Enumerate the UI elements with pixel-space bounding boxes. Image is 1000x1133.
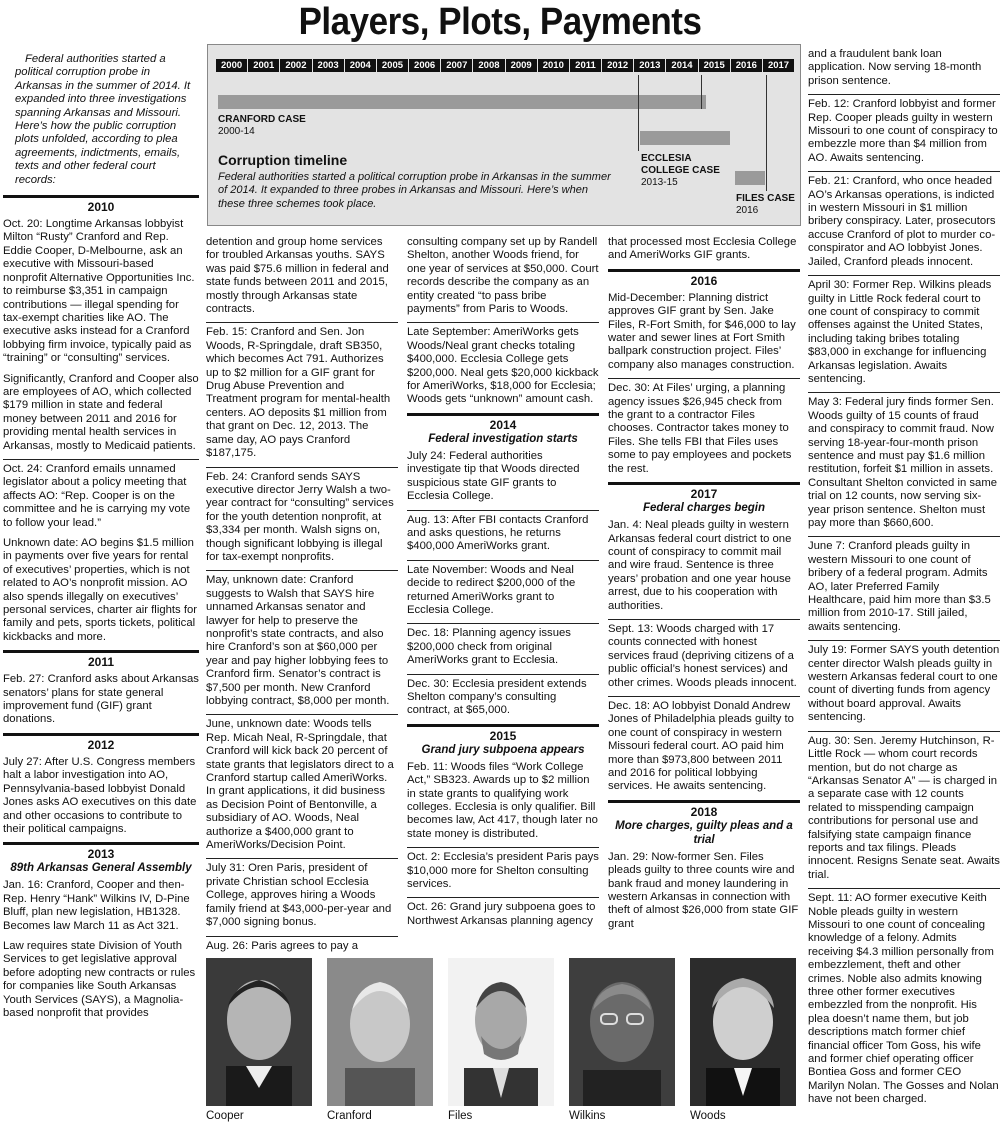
year-section-header (608, 800, 800, 851)
entry-paragraph: July 31: Oren Paris, president of private Christian school Ecclesia College, approves hiring a Woods family friend at $43,000-per-year and $7,000 signing bonus. (206, 862, 392, 929)
timeline-entry (407, 560, 599, 624)
entry-paragraph: April 30: Former Rep. Wilkins pleads guilty in Little Rock federal court to one count of conspiracy to commit offenses against the United States, including taking bribes totaling $83,000 in exchange for influencing Arkansas legislation. Awaits sentencing. (808, 279, 992, 385)
photo-caption: Files (448, 1110, 473, 1122)
entry-paragraph: Unknown date: AO begins $1.5 million in payments over five years for rental of executives’ properties, which is not related to AO’s nonprofit mission. AO also spends illegally on executives’ personal services, charter air flights for family and pets, sports tickets, political kickbacks and more. (3, 537, 198, 643)
timeline-year: 2009 (506, 59, 538, 72)
year-section-title: 2018 (690, 804, 718, 819)
entry-paragraph: Mid-December: Planning district approves GIF grant by Sen. Jake Files, R-Fort Smith, for $46,000 to lay water and sewer lines at Fort Smith ballpark construction project. Files’ company also manages construction. (608, 291, 796, 371)
timeline-entry (407, 322, 599, 412)
timeline-entry (608, 378, 800, 482)
timeline-year: 2012 (602, 59, 634, 72)
timeline-year: 2011 (570, 59, 602, 72)
photo-caption: Wilkins (569, 1110, 606, 1122)
timeline-entry (3, 459, 199, 650)
entry-paragraph: Sept. 11: AO former executive Keith Noble pleads guilty in western Missouri to one count of concealing knowledge of a felony. Admits receiving $4.3 million personally from embezzlement, theft and other crimes. Noble also admits knowing three other former executives embezzled from the nonprofit. His plea doesn’t name them, but job descriptions match former chief financial officer Tom Goss, his wife and former chief operating officer Bontiea Goss and former CEO Marilyn Nolan. The Gosses and Nolan have not been charged. (808, 892, 999, 1106)
entry-paragraph: May 3: Federal jury finds former Sen. Woods guilty of 15 counts of fraud and conspiracy to commit fraud. Now serving 18-year-four-month prison sentence and must pay $1.6 million restitution, forfeit $1 million in assets. Consultant Shelton convicted in same trial on 12 counts, now serving six-year prison sentence. Shelton must pay more than $660,600. (808, 396, 998, 529)
entry-paragraph: Law requires state Division of Youth Services to get legislative approval before adopting new contracts or rules for companies like South Arkansas Youth Services (SAYS), a Magnolia-based nonprofit that provides (3, 939, 196, 1019)
entry-paragraph: July 24: Federal authorities investigate tip that Woods directed suspicious state GIF grants to Ecclesia College. (407, 449, 580, 503)
timeline-entry (407, 847, 599, 897)
timeline-entry (407, 236, 599, 322)
timeline-leader-cranford (701, 75, 702, 109)
entry-paragraph: and a fraudulent bank loan application. Now serving 18-month prison sentence. (808, 48, 982, 87)
timeline-entry (808, 392, 1000, 536)
entry-paragraph: Oct. 24: Cranford emails unnamed legislator about a policy meeting that affects AO: “Rep. Cooper is on the committee and he is carrying my vote to follow your lead.” (3, 462, 191, 529)
entry-paragraph: that processed most Ecclesia College and AmeriWorks GIF grants. (608, 236, 797, 262)
portrait-cooper-icon (206, 958, 312, 1106)
timeline-year: 2006 (409, 59, 441, 72)
timeline-year: 2001 (248, 59, 280, 72)
timeline-entry (407, 510, 599, 560)
entry-paragraph: Feb. 15: Cranford and Sen. Jon Woods, R-Springdale, draft SB350, which becomes Act 791. Authorizes up to $2 million for a GIF grant for Drug Abuse Prevention and Treatment program for mental-health centers. AO deposits $1 million from that grant on Dec. 12, 2013. The same day, AO pays Cranford $187,175. (206, 326, 391, 460)
timeline-entry (206, 236, 398, 322)
timeline-entry (407, 623, 599, 673)
timeline-label-cranford: CRANFORD CASE 2000-14 (218, 114, 306, 137)
entry-paragraph: July 27: After U.S. Congress members halt a labor investigation into AO, Pennsylvania-based lobbyist Donald Jones asks AO executives on this date and other occasions to contribute to their political campaigns. (3, 755, 197, 835)
timeline-leader-files (766, 75, 767, 191)
entry-paragraph: detention and group home services for troubled Arkansas youths. SAYS was paid $75.6 million in federal and state funds between 2011 and 2015, mostly through Arkansas state contracts. (206, 236, 389, 316)
timeline-year: 2014 (666, 59, 698, 72)
entry-paragraph: Aug. 26: Paris agrees to pay a (206, 939, 358, 952)
entry-paragraph: June 7: Cranford pleads guilty in western Missouri to one count of bribery of a federal program. Admits AO, later Preferred Family Healthcare, paid him more than $3.5 million from 2010-17. Still jailed, awaits sentencing. (808, 540, 991, 633)
timeline-bar-cranford (218, 95, 706, 109)
entry-paragraph: Feb. 12: Cranford lobbyist and former Rep. Cooper pleads guilty in western Missouri to one count of conspiracy to embezzle more than $4 million from AO. Awaits sentencing. (808, 98, 998, 164)
timeline-label-files: FILES CASE 2016 (736, 193, 795, 216)
entry-paragraph: Sept. 13: Woods charged with 17 counts connected with honest services fraud (depriving citizens of a public official’s honest services) and other crimes. Woods pleads innocent. (608, 622, 797, 689)
year-section-subtitle: More charges, guilty pleas and a trial (615, 819, 793, 846)
timeline-entry (808, 171, 1000, 275)
timeline-entry (407, 674, 599, 724)
year-section-subtitle: Grand jury subpoena appears (421, 743, 585, 756)
timeline-year: 2015 (699, 59, 731, 72)
timeline-entry (206, 858, 398, 935)
year-section-subtitle: 89th Arkansas General Assembly (10, 862, 192, 875)
portrait-wilkins-icon (569, 958, 675, 1106)
year-section-title: 2012 (87, 737, 115, 752)
year-section-header (3, 842, 199, 879)
entry-paragraph: Dec. 30: At Files’ urging, a planning agency issues $26,945 check from the grant to a contractor Files chooses. Contractor takes money to Files. She tells FBI that Files uses some to pay employees and pockets the rest. (608, 382, 792, 475)
timeline-entry (407, 450, 599, 510)
timeline-title: Corruption timeline (218, 152, 348, 168)
timeline-entry (808, 731, 1000, 888)
year-section-title: 2011 (87, 655, 115, 670)
entry-paragraph: Aug. 13: After FBI contacts Cranford and asks questions, he returns $400,000 AmeriWorks grant. (407, 513, 589, 553)
entry-paragraph: Feb. 21: Cranford, who once headed AO’s Arkansas operations, is indicted in western Missouri in $1 million bribery conspiracy. Later, prosecutors accuse Cranford of plot to murder co-conspirator and AO lobbyist Jones. Jailed, Cranford pleads innocent. (808, 175, 996, 268)
timeline-entry (407, 897, 599, 934)
entry-paragraph: Feb. 24: Cranford sends SAYS executive director Jerry Walsh a two-year contract for “consulting” services for the youth detention nonprofit, at $3,334 per month. Walsh signs on, though significant lobbying is illegal for tax-exempt nonprofits. (206, 470, 394, 563)
timeline-entry (808, 640, 1000, 730)
timeline-entry (206, 714, 398, 858)
timeline-year: 2005 (377, 59, 409, 72)
timeline-entry (608, 696, 800, 800)
year-section-title: 2010 (87, 200, 115, 215)
entry-paragraph: Feb. 11: Woods files “Work College Act,” SB323. Awards up to $2 million in state grants to qualifying work colleges. Ecclesia is only qualifier. Bill becomes law, Act 417, though later no state money is distributed. (407, 760, 598, 840)
entry-paragraph: Dec. 18: Planning agency issues $200,000 check from original AmeriWorks grant to Ecclesia. (407, 627, 571, 667)
photo-caption: Woods (690, 1110, 726, 1122)
timeline-year: 2002 (280, 59, 312, 72)
timeline-label-ecclesia: ECCLESIA COLLEGE CASE 2013-15 (641, 153, 720, 188)
entry-paragraph: Jan. 29: Now-former Sen. Files pleads guilty to three counts wire and bank fraud and money laundering in western Arkansas in connection with theft of almost $26,000 from state GIF grant (608, 850, 799, 930)
timeline-year: 2008 (473, 59, 505, 72)
entry-paragraph: Significantly, Cranford and Cooper also are employees of AO, which collected $179 million in state and federal money between 2011 and 2016 for providing mental health services in Arkansas, mostly to Medicaid patients. (3, 372, 199, 452)
timeline-entry (3, 756, 199, 842)
year-section-subtitle: Federal investigation starts (428, 432, 578, 445)
year-section-title: 2017 (690, 487, 718, 502)
year-section-title: 2015 (489, 728, 517, 743)
timeline-entry (608, 851, 800, 937)
column-1 (3, 45, 199, 1026)
entry-paragraph: Oct. 20: Longtime Arkansas lobbyist Milton “Rusty” Cranford and Rep. Eddie Cooper, D-Melbourne, ask an executive with Missouri-based nonprofit Alternative Opportunities Inc. to reimburse $3,351 in campaign contributions — illegal spending for tax-exempt charities like AO. The executive asks instead for a Cranford lobbying firm invoice, typically paid as “training” or “consulting” services. (3, 218, 195, 365)
year-section-title: 2016 (690, 273, 718, 288)
column-5 (808, 48, 1000, 1113)
headline: Players, Plots, Payments (298, 1, 702, 43)
timeline-year: 2013 (634, 59, 666, 72)
entry-paragraph: May, unknown date: Cranford suggests to Walsh that SAYS hire unnamed Arkansas senator and lawyer for help to preserve the nonprofit’s state contracts, and also hire Cranford’s son at $60,000 per year and pay higher lobbying fees to Cranford firm. Senator’s contract is $7,500 per month. New Cranford lobbying contract, $8,000 per month. (206, 574, 390, 707)
entry-paragraph: Dec. 30: Ecclesia president extends Shelton company’s consulting contract, at $65,000. (407, 677, 587, 717)
portrait-cranford-icon (327, 958, 433, 1106)
portrait-files-icon (448, 958, 554, 1106)
entry-paragraph: Jan. 16: Cranford, Cooper and then-Rep. Henry “Hank” Wilkins IV, D-Pine Bluff, plan new legislation, HB1328. Becomes law March 11 as Act 321. (3, 879, 190, 932)
year-section-title: 2013 (87, 847, 115, 862)
timeline-year: 2010 (538, 59, 570, 72)
timeline-entry (608, 619, 800, 696)
timeline-entry (407, 761, 599, 847)
year-section-header (3, 195, 199, 218)
timeline-entry (3, 879, 199, 1026)
timeline-entry (3, 673, 199, 733)
timeline-entry (206, 936, 398, 959)
year-section-header (3, 650, 199, 673)
entry-paragraph: Oct. 2: Ecclesia’s president Paris pays $10,000 more for Shelton consulting services. (407, 851, 599, 891)
year-section-title: 2014 (489, 417, 517, 432)
entry-paragraph: Late November: Woods and Neal decide to redirect $200,000 of the returned AmeriWorks grant to Ecclesia College. (407, 563, 576, 616)
column-2 (206, 236, 398, 959)
corruption-timeline (207, 44, 801, 226)
timeline-entry (808, 536, 1000, 640)
entry-paragraph: Oct. 26: Grand jury subpoena goes to Northwest Arkansas planning agency (407, 901, 596, 927)
timeline-bar-ecclesia (640, 131, 730, 145)
timeline-bar-files (735, 171, 765, 185)
year-section-header (608, 482, 800, 519)
timeline-year: 2007 (441, 59, 473, 72)
timeline-entry (608, 292, 800, 378)
intro-text: Federal authorities started a political corruption probe in Arkansas in the summer of 2014. It expanded into three investigations spanning Arkansas and Missouri. Here’s how the public corruption plots unfolded, according to plea agreements, indictments, emails, texts and other federal court records: (15, 53, 191, 186)
timeline-leader-ecclesia (638, 75, 639, 151)
entry-paragraph: Aug. 30: Sen. Jeremy Hutchinson, R-Little Rock — whom court records mention, but do not charge as “Arkansas Senator A” — is charged in a separate case with 12 counts related to misspending campaign contributions for personal use and falsifying state campaign finance reports and tax filings. Pleads innocent. Resigns Senate seat. Awaits trial. (808, 734, 1000, 881)
timeline-entry (808, 48, 1000, 94)
entry-paragraph: June, unknown date: Woods tells Rep. Micah Neal, R-Springdale, that Cranford will kick back 20 percent of state grants that legislators direct to a Cranford startup called AmeriWorks. In grant applications, it did business as Decision Point of Bentonville, a subsidiary of AO. Woods, Neal authorize a $400,000 grant to AmeriWorks/Decision Point. (206, 718, 394, 852)
entry-paragraph: Jan. 4: Neal pleads guilty in western Arkansas federal court district to one count of conspiracy to commit mail and wire fraud. Sentence is three years’ probation and one year house arrest, due to his cooperation with authorities. (608, 519, 792, 612)
timeline-entry (808, 275, 1000, 392)
timeline-year: 2016 (731, 59, 763, 72)
timeline-entry (206, 322, 398, 466)
timeline-entry (808, 94, 1000, 171)
entry-paragraph: Dec. 18: AO lobbyist Donald Andrew Jones of Philadelphia pleads guilty to one count of conspiracy in western Missouri federal court. AO paid him more than $973,800 between 2011 and 2016 for political lobbying services. He awaits sentencing. (608, 699, 794, 793)
entry-paragraph: July 19: Former SAYS youth detention center director Walsh pleads guilty in western Arkansas federal court to one count of diverting funds from agency without board approval. Awaits sentencing. (808, 644, 1000, 724)
year-section-header (407, 724, 599, 761)
photo-caption: Cranford (327, 1110, 372, 1122)
entry-paragraph: Late September: AmeriWorks gets Woods/Neal grant checks totaling $400,000. Ecclesia College gets $200,000. Neal gets $20,000 kickback for AmeriWorks, $18,000 for Ecclesia; Woods gets “unknown” amount cash. (407, 326, 599, 406)
column-4 (608, 236, 800, 937)
photo-caption: Cooper (206, 1110, 244, 1122)
timeline-entry (608, 519, 800, 619)
year-section-subtitle: Federal charges begin (642, 502, 766, 515)
timeline-year: 2000 (216, 59, 248, 72)
column-3 (407, 236, 599, 934)
timeline-description: Federal authorities started a political corruption probe in Arkansas in the summer of 2014. It expanded to three probes in Arkansas and Missouri. Here’s when these three schemes took place. (218, 171, 611, 210)
year-section-header (407, 413, 599, 450)
year-section-header (608, 269, 800, 292)
entry-paragraph: consulting company set up by Randell Shelton, another Woods friend, for one year of services at $50,000. Court records describe the company as an entity created “to pass bribe payments” from Paris to Woods. (407, 236, 599, 316)
timeline-entry (206, 467, 398, 571)
timeline-entry (206, 570, 398, 714)
timeline-entry (808, 888, 1000, 1113)
timeline-entry (3, 218, 199, 459)
timeline-entry (608, 236, 800, 269)
year-section-header (3, 733, 199, 756)
entry-paragraph: Feb. 27: Cranford asks about Arkansas senators’ plans for state general improvement fund (GIF) grant donations. (3, 673, 199, 726)
timeline-year-bar (216, 59, 794, 72)
portrait-woods-icon (690, 958, 796, 1106)
timeline-year: 2003 (313, 59, 345, 72)
timeline-year: 2017 (767, 60, 790, 71)
timeline-year: 2004 (345, 59, 377, 72)
